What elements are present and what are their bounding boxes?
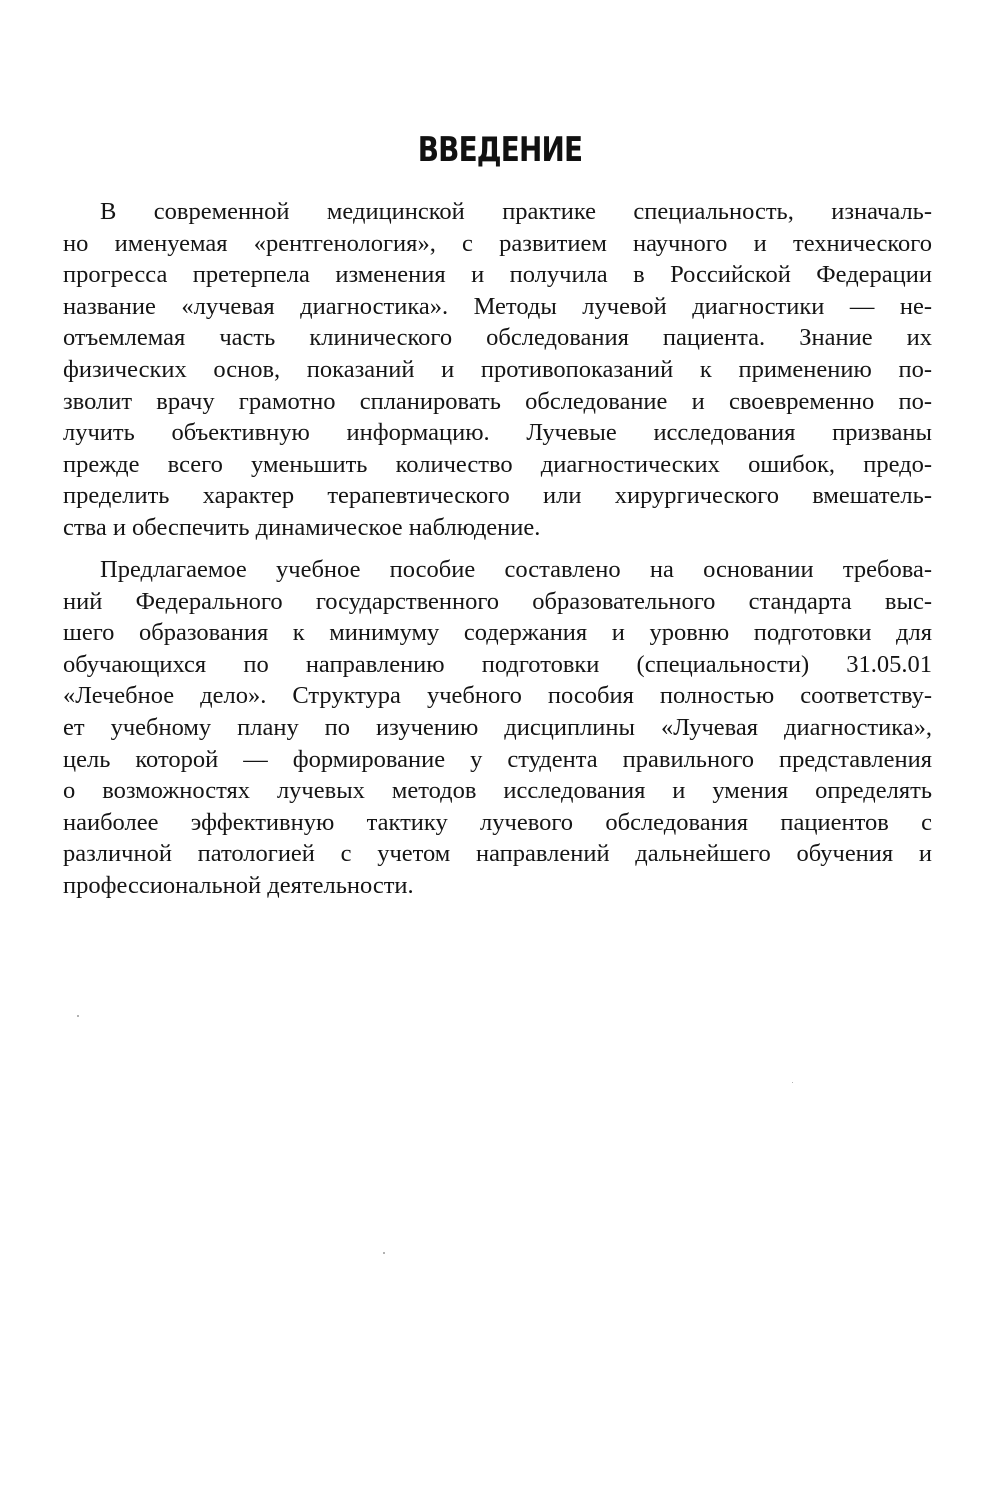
- text-line: зволит врачу грамотно спланировать обследование и своевременно по-: [63, 387, 932, 415]
- text-line: ства и обеспечить динамическое наблюдение.: [63, 513, 541, 541]
- text-line: профессиональной деятельности.: [63, 871, 414, 899]
- text-line: прогресса претерпела изменения и получила в Российской Федерации: [63, 261, 932, 289]
- text-line: но именуемая «рентгенология», с развитием научного и технического: [63, 229, 932, 257]
- paragraph-2: [63, 554, 932, 902]
- scan-speck: [77, 1015, 79, 1017]
- text-line: прежде всего уменьшить количество диагностических ошибок, предо-: [63, 450, 932, 478]
- paragraph-1: [63, 196, 932, 544]
- page-heading: ВВЕДЕНИЕ: [417, 130, 583, 170]
- text-line: пределить характер терапевтического или хирургического вмешатель-: [63, 482, 932, 510]
- text-line: наиболее эффективную тактику лучевого обследования пациентов с: [63, 808, 932, 836]
- text-line: обучающихся по направлению подготовки (специальности) 31.05.01: [63, 650, 932, 678]
- text-line: лучить объективную информацию. Лучевые исследования призваны: [63, 419, 932, 447]
- text-line: название «лучевая диагностика». Методы лучевой диагностики — не-: [63, 292, 932, 320]
- scan-speck: [792, 1082, 793, 1083]
- scan-speck: [383, 1252, 385, 1254]
- text-line: физических основ, показаний и противопоказаний к применению по-: [63, 355, 932, 383]
- text-line: о возможностях лучевых методов исследования и умения определять: [63, 777, 932, 805]
- text-line: «Лечебное дело». Структура учебного пособия полностью соответству-: [63, 682, 932, 710]
- text-line: различной патологией с учетом направлений дальнейшего обучения и: [63, 840, 932, 868]
- text-line: шего образования к минимуму содержания и уровню подготовки для: [63, 619, 932, 647]
- text-line: цель которой — формирование у студента правильного представления: [63, 745, 932, 773]
- text-line: ний Федерального государственного образовательного стандарта выс-: [63, 587, 932, 615]
- text-line: отъемлемая часть клинического обследования пациента. Знание их: [63, 324, 932, 352]
- text-line: ет учебному плану по изучению дисциплины «Лучевая диагностика»,: [63, 713, 932, 741]
- text-line: Предлагаемое учебное пособие составлено на основании требова-: [100, 556, 932, 583]
- text-line: В современной медицинской практике специальность, изначаль-: [100, 198, 932, 225]
